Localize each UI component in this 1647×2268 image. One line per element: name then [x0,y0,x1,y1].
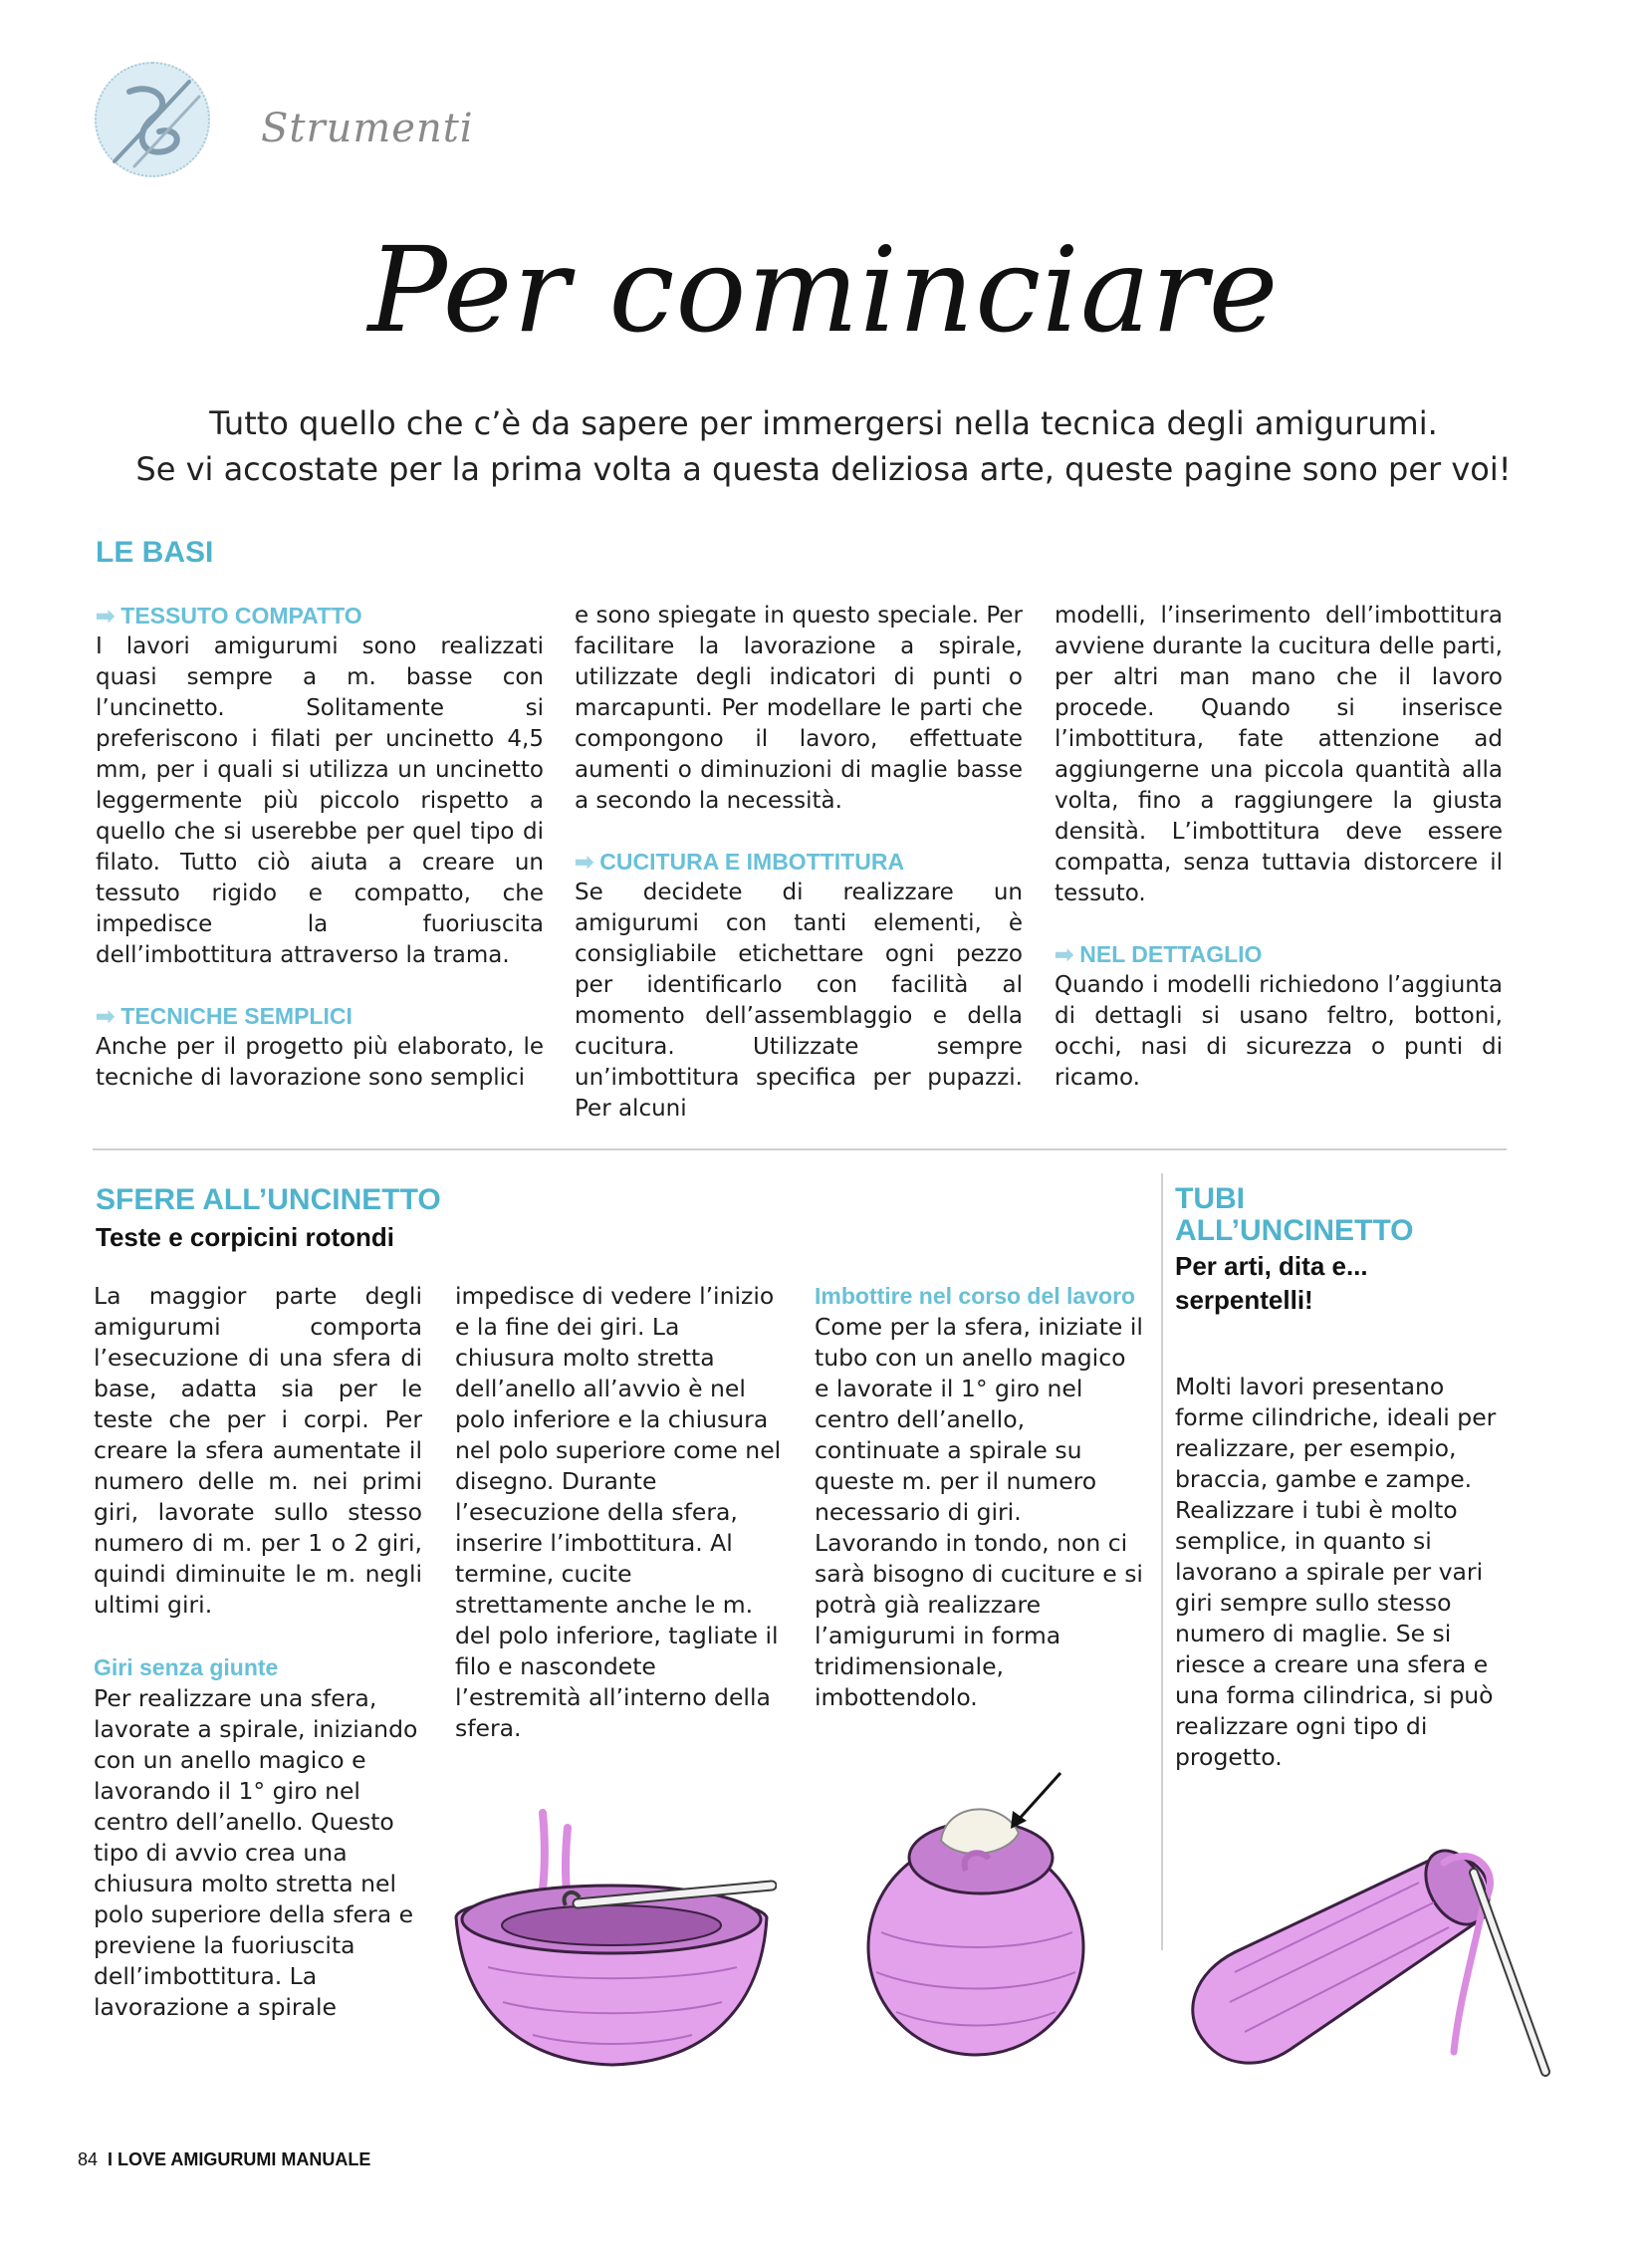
spheres-column-2 [455,1281,784,1744]
tubes-heading: TUBI ALL’UNCINETTO [1175,1182,1414,1247]
arrow-right-icon: ➡ [575,849,594,875]
paragraph-cucitura: Se decidete di realizzare un amigurumi con tanti elementi, è consigliabile etichettare ogni pezzo per identificarlo con facilità al momento dell’assemblaggio e della cucitura. Utilizzate sempre un’imbottitura specifica per pupazzi. Per alcuni [575,880,1023,1122]
paragraph-dettaglio: Quando i modelli richiedono l’aggiunta di dettagli si usano feltro, bottoni, occhi, nasi di sicurezza o punti di ricamo. [1055,972,1503,1091]
intro-line-2: Se vi accostate per la prima volta a questa deliziosa arte, queste pagine sono per voi! [135,450,1512,488]
paragraph-tecniche: Anche per il progetto più elaborato, le tecniche di lavorazione sono semplici [96,1034,544,1091]
tubes-subheading: Per arti, dita e... serpentelli! [1175,1251,1368,1315]
section-divider [93,1148,1507,1150]
crochet-logo-icon [95,62,214,181]
tubes-paragraph: Molti lavori presentano forme cilindriche, ideali per realizzare, per esempio, braccia, gambe e zampe. Realizzare i tubi è molto semplice, in quanto si lavorano a spirale per vari giri sempre sullo stesso numero di maglie. Se si riesce a creare una sfera e una forma cilindrica, si può realizzare ogni tipo di progetto. [1175,1373,1497,1771]
page-title: Per cominciare [367,221,1280,359]
column-divider [1161,1173,1163,1950]
paragraph-imbottire: Come per la sfera, iniziate il tubo con un anello magico e lavorate il 1° giro nel centro dell’anello, continuate a spirale su queste m. per il numero necessario di giri. Lavorando in tondo, non ci sarà bisogno di cuciture e si potrà già realizzare l’amigurumi in forma tridimensionale, imbottendolo. [815,1313,1143,1711]
basics-heading: LE BASI [96,536,214,569]
subheading-tessuto: ➡ TESSUTO COMPATTO [96,603,362,629]
subheading-cucitura: ➡ CUCITURA E IMBOTTITURA [575,849,905,875]
basics-column-3 [1055,601,1503,1094]
spheres-column-3 [815,1281,1143,1713]
crochet-bowl-illustration [448,1808,777,2077]
crochet-ball-illustration [851,1763,1100,2062]
spheres-heading: SFERE ALL’UNCINETTO [96,1183,441,1216]
paragraph-chiusura: impedisce di vedere l’inizio e la fine dei giri. La chiusura molto stretta dell’anello all’avvio è nel polo inferiore e la chiusura nel polo superiore come nel disegno. Durante l’esecuzione della sfera, inserire l’imbottitura. Al termine, cucite strettamente anche le m. del polo inferiore, tagliate il filo e nascondete l’estremità all’interno della sfera. [455,1282,782,1742]
arrow-right-icon: ➡ [96,1003,116,1029]
stuffing-arrow-icon [1011,1773,1060,1829]
page-footer [78,2149,370,2170]
paragraph-spirale: e sono spiegate in questo speciale. Per facilitare la lavorazione a spirale, utilizzate degli indicatori di punti o marcapunti. Per modellare le parti che compongono il lavoro, effettuate aumenti o diminuzioni di maglie basse a secondo la necessità. [575,603,1023,814]
intro-line-1: Tutto quello che c’è da sapere per immergersi nella tecnica degli amigurumi. [209,404,1438,442]
paragraph-tessuto: I lavori amigurumi sono realizzati quasi sempre a m. basse con l’uncinetto. Solitamente si preferiscono i filati per uncinetto 4,5 mm, per i quali si utilizza un uncinetto leggermente più piccolo rispetto a quello che si userebbe per quel tipo di filato. Tutto ciò aiuta a creare un tessuto rigido e compatto, che impedisce la fuoriuscita dell’imbottitura attraverso la trama. [96,633,544,968]
subheading-giri: Giri senza giunte [94,1654,279,1680]
crochet-hook-icon [1474,1873,1545,2072]
paragraph-giri: Per realizzare una sfera, lavorate a spirale, iniziando con un anello magico e lavorando il 1° giro nel centro dell’anello. Questo tipo di avvio crea una chiusura molto stretta nel polo superiore della sfera e previene la fuoriuscita dell’imbottitura. La lavorazione a spirale [94,1684,418,2021]
subheading-imbottire: Imbottire nel corso del lavoro [815,1283,1136,1309]
basics-column-2 [575,601,1023,1125]
spheres-subheading: Teste e corpicini rotondi [96,1222,395,1252]
arrow-right-icon: ➡ [1055,941,1074,967]
subheading-dettaglio: ➡ NEL DETTAGLIO [1055,941,1263,967]
spheres-column-1 [94,1281,422,2023]
subheading-tecniche: ➡ TECNICHE SEMPLICI [96,1003,353,1029]
paragraph-sfera: La maggior parte degli amigurumi comporta l’esecuzione di una sfera di base, adatta sia per le teste che per i corpi. Per creare la sfera aumentate il numero delle m. nei primi giri, lavorate sullo stesso numero di m. per 1 o 2 giri, quindi diminuite le m. negli ultimi giri. [94,1282,422,1619]
paragraph-imbottitura: modelli, l’inserimento dell’imbottitura avviene durante la cucitura delle parti, per altri man mano che il lavoro procede. Quando si inserisce l’imbottitura, fate attenzione ad aggiungerne una piccola quantità alla volta, fino a raggiungere la giusta densità. L’imbottitura deve essere compatta, senza tuttavia distorcere il tessuto. [1055,603,1503,906]
crochet-tube-illustration [1175,1833,1563,2082]
arrow-right-icon: ➡ [96,603,116,629]
page-number: 84 [78,2149,99,2169]
section-label: Strumenti [261,106,474,151]
publication-name: I LOVE AMIGURUMI MANUALE [108,2149,371,2169]
basics-column-1 [96,601,544,1094]
